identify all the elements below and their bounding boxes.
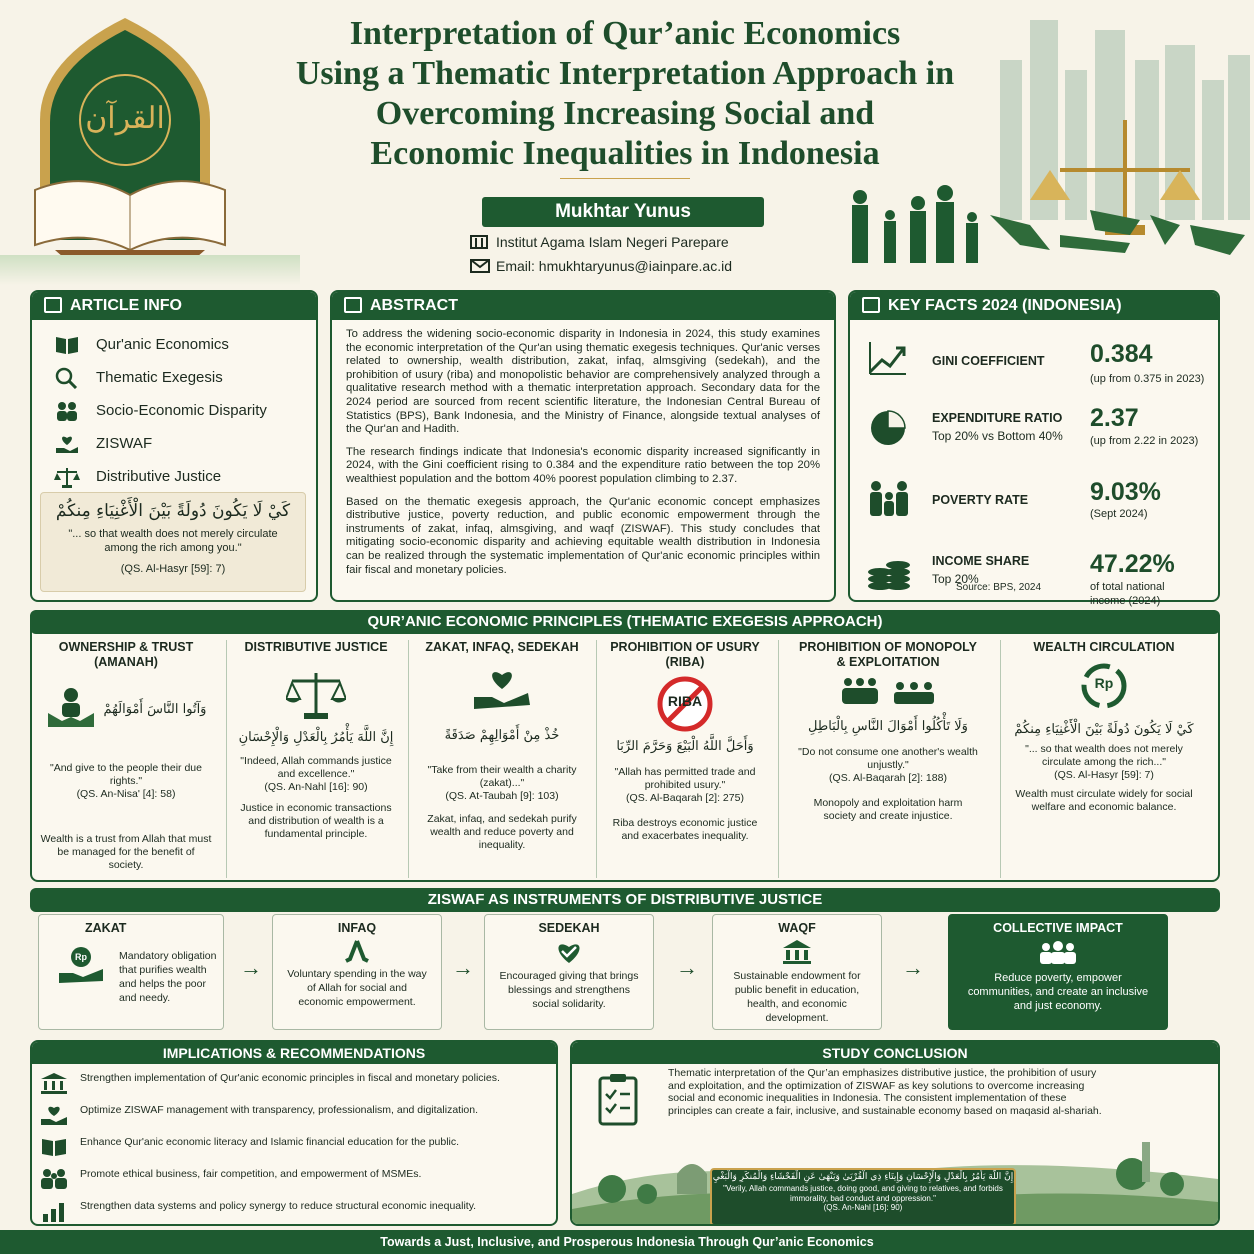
principle-quote: "Indeed, Allah commands justice and excellence."	[240, 755, 392, 780]
bar-chart-icon	[862, 297, 880, 313]
recommendation-item: Enhance Qur'anic economic literacy and Islamic financial education for the public.	[32, 1136, 556, 1168]
recommendation-item: Promote ethical business, fair competition, and empowerment of MSMEs.	[32, 1168, 556, 1200]
principle-quote: "Do not consume one another's wealth unjustly."	[798, 746, 978, 771]
principle-description: Justice in economic transactions and distribution of wealth is a fundamental principle.	[240, 802, 392, 840]
green-plant	[0, 255, 300, 285]
riba-badge-text: RIBA	[667, 693, 703, 709]
principle-reference: (QS. At-Taubah [9]: 103)	[445, 790, 559, 802]
author-email[interactable]: Email: hmukhtaryunus@iainpare.ac.id	[470, 258, 732, 274]
implications-panel	[30, 1040, 558, 1226]
principle-monopoly	[798, 640, 978, 880]
svg-text:القرآن: القرآن	[85, 101, 165, 136]
indonesia-map	[990, 205, 1250, 265]
principle-reference: (QS. Al-Hasyr [59]: 7)	[1054, 769, 1154, 781]
family-icon	[866, 478, 912, 518]
mail-icon	[470, 259, 488, 273]
principle-quote: "Take from their wealth a charity (zakat)..."	[427, 764, 577, 789]
principle-description: Wealth is a trust from Allah that must be managed for the benefit of society.	[40, 833, 212, 871]
ziswaf-infaq	[272, 914, 442, 1030]
key-fact-label: EXPENDITURE RATIO	[932, 411, 1063, 425]
ziswaf-title: ZISWAF AS INSTRUMENTS OF DISTRIBUTIVE JUSTICE	[30, 888, 1220, 912]
rp-badge-text: Rp	[75, 952, 87, 962]
ziswaf-sedekah	[484, 914, 654, 1030]
heart-check-icon	[553, 939, 585, 965]
no-riba-icon	[657, 676, 713, 732]
person-hands-icon	[46, 687, 96, 731]
recommendation-item: Optimize ZISWAF management with transparency, professionalism, and digitalization.	[32, 1104, 556, 1136]
principle-heading: ZAKAT, INFAQ, SEDEKAH	[425, 640, 579, 654]
principle-description: Riba destroys economic justice and exacerbates inequality.	[612, 817, 758, 842]
ziswaf-description: Mandatory obligation that purifies wealth and helps the poor and needy.	[119, 950, 217, 1004]
principle-arabic: خُذْ مِنْ أَمْوَالِهِمْ صَدَقَةً	[444, 728, 560, 743]
title-ornament	[560, 178, 690, 188]
conclusion-panel	[570, 1040, 1220, 1226]
principle-description: Zakat, infaq, and sedekah purify wealth and reduce poverty and inequality.	[427, 813, 577, 851]
key-fact-label: INCOME SHARE	[932, 554, 1030, 568]
key-fact-expenditure	[850, 398, 1220, 468]
keyword-item: Distributive Justice	[32, 460, 316, 493]
key-fact-sub: Top 20% vs Bottom 40%	[932, 429, 1063, 443]
principle-ownership	[40, 640, 212, 880]
principle-reference: (QS. Al-Baqarah [2]: 188)	[829, 772, 947, 784]
principle-heading: DISTRIBUTIVE JUSTICE	[244, 640, 388, 654]
abstract-title: ABSTRACT	[332, 292, 834, 320]
verse-english: "Verily, Allah commands justice, doing good, and giving to relatives, and forbids immorality, bad conduct and oppression."	[723, 1184, 1003, 1203]
verse-reference: (QS. An-Nahl [16]: 90)	[823, 1203, 903, 1212]
community-icon	[1038, 941, 1078, 965]
key-fact-poverty	[850, 468, 1220, 538]
conclusion-text: Thematic interpretation of the Qur’an emphasizes distributive justice, the prohibition of usury and exploitation, and the optimization of ZISWAF as key solutions to overcome increasing social and economic inequalities in Indonesia. The consistent implementation of these principles can create a fair, inclusive, and sustainable economy based on maqasid al-shariah.	[668, 1067, 1102, 1117]
document-icon	[44, 297, 62, 313]
bar-chart-icon	[40, 1200, 68, 1222]
principle-heading: PROHIBITION OF MONOPOLY & EXPLOITATION	[798, 640, 978, 669]
hand-heart-icon	[472, 667, 532, 711]
article-info-title: ARTICLE INFO	[32, 292, 316, 320]
book-icon	[40, 1136, 68, 1158]
abstract-paragraph: Based on the thematic exegesis approach, the Qur'anic economic concept emphasizes distributive justice, poverty reduction, and public economic empowerment through the instruments of zakat, infaq, almsgiving, and waqf (ZISWAF). This study concludes that mitigating socio-economic disparity and achieving equitable wealth distribution in Indonesia can be realized through the systematic implementation of Qur'anic economic principles within fair fiscal and monetary policies.	[346, 495, 820, 576]
ziswaf-description: Reduce poverty, empower communities, and create an inclusive and just economy.	[967, 972, 1149, 1012]
key-fact-value: 47.22%	[1090, 550, 1175, 578]
hand-heart-icon	[54, 433, 80, 455]
quote-arabic: كَيْ لَا يَكُونَ دُولَةً بَيْنَ الْأَغْنِيَاءِ مِنكُمْ	[55, 501, 291, 521]
principle-distributive-justice	[236, 640, 396, 880]
institution: Institut Agama Islam Negeri Parepare	[470, 234, 729, 250]
abstract-panel	[330, 290, 836, 602]
implications-title: IMPLICATIONS & RECOMMENDATIONS	[32, 1042, 556, 1064]
ziswaf-zakat	[38, 914, 224, 1030]
key-fact-value: 2.37	[1090, 404, 1139, 432]
open-book-icon	[344, 297, 362, 313]
book-icon	[54, 334, 80, 356]
rp-badge-text: Rp	[1094, 675, 1114, 691]
quote-reference: (QS. Al-Hasyr [59]: 7)	[120, 563, 226, 575]
principle-wealth-circulation	[1014, 640, 1194, 880]
trend-up-icon	[868, 340, 908, 376]
key-fact-income-share	[850, 538, 1220, 608]
key-facts-panel	[848, 290, 1220, 607]
rp-hand-icon	[57, 945, 105, 985]
principle-quote: "And give to the people their due rights."	[49, 762, 202, 787]
principle-description: Wealth must circulate widely for social welfare and economic balance.	[1015, 788, 1193, 813]
hand-heart-icon	[40, 1104, 68, 1126]
key-fact-note: (up from 2.22 in 2023)	[1090, 435, 1199, 447]
institution-icon	[40, 1072, 68, 1094]
keyword-item: ZISWAF	[32, 427, 316, 460]
principle-quote: "... so that wealth does not merely circulate among the rich..."	[1025, 743, 1183, 768]
ziswaf-heading: ZAKAT	[85, 921, 127, 935]
praying-hands-icon	[342, 939, 372, 963]
arrow-right-icon: →	[902, 955, 924, 980]
key-fact-note: of total national income (2024)	[1090, 581, 1165, 607]
search-icon	[54, 367, 80, 389]
principle-riba	[604, 640, 766, 880]
people-icon	[40, 1168, 68, 1190]
ziswaf-collective-impact	[948, 914, 1168, 1030]
principle-arabic: إِنَّ اللَّهَ يَأْمُرُ بِالْعَدْلِ وَالْإِحْسَانِ	[238, 730, 394, 745]
family-silhouette	[840, 185, 990, 265]
conclusion-title: STUDY CONCLUSION	[572, 1042, 1218, 1064]
verse-arabic: إِنَّ اللَّهَ يَأْمُرُ بِالْعَدْلِ وَالْإِحْسَانِ وَإِيتَاءِ ذِي الْقُرْبَىٰ وَيَنْهَىٰ عَنِ الْفَحْشَاءِ وَالْمُنكَرِ وَالْبَغْيِ	[712, 1172, 1014, 1182]
ziswaf-waqf	[712, 914, 882, 1030]
arrow-right-icon: →	[240, 955, 262, 980]
key-fact-value: 0.384	[1090, 340, 1153, 368]
footer-banner: Towards a Just, Inclusive, and Prosperous Indonesia Through Qur’anic Economics	[0, 1230, 1254, 1254]
people-icon	[54, 400, 80, 422]
principles-title: QUR’ANIC ECONOMIC PRINCIPLES (THEMATIC EXEGESIS APPROACH)	[30, 610, 1220, 634]
institution-icon	[470, 235, 488, 249]
abstract-paragraph: The research findings indicate that Indonesia's economic disparity increased significantly in 2024, with the Gini coefficient rising to 0.384 and the expenditure ratio between the top 20% wealthiest population and the bottom 40% poorest population climbing to 2.37.	[346, 445, 820, 485]
article-quote-box	[40, 492, 306, 592]
abstract-paragraph: To address the widening socio-economic disparity in Indonesia in 2024, this study examines the economic interpretation of the Qur'an using thematic exegesis techniques. Qur'anic verses related to ownership, wealth distribution, zakat, infaq, almsgiving (sedekah), and the prohibition of usury (riba) and monopolistic behavior are comprehensively analyzed through a qualitative research method with a thematic interpretation approach. Secondary data for the 2024 period are sourced from recent scientific literature, the Indonesian Central Bureau of Statistics (BPS), Bank Indonesia, and the Ministry of Finance, alongside textual analyses of the Qur'an and Hadith.	[346, 328, 820, 436]
ziswaf-heading: WAQF	[778, 921, 816, 935]
arrow-right-icon: →	[676, 955, 698, 980]
recommendation-item: Strengthen data systems and policy synergy to reduce structural economic inequality.	[32, 1200, 556, 1232]
principle-arabic: كَيْ لَا يَكُونَ دُولَةً بَيْنَ الْأَغْنِيَاءِ مِنكُمْ	[1014, 722, 1194, 737]
principle-arabic: وَأَحَلَّ اللَّهُ الْبَيْعَ وَحَرَّمَ الرِّبَا	[616, 739, 754, 754]
principle-reference: (QS. An-Nisa' [4]: 58)	[76, 788, 176, 800]
key-fact-note: (Sept 2024)	[1090, 508, 1148, 520]
building-icon	[781, 939, 813, 965]
keyword-item: Qur'anic Economics	[32, 328, 316, 361]
principle-description: Monopoly and exploitation harm society and create injustice.	[813, 797, 963, 822]
principle-arabic: وَآتُوا النَّاسَ أَمْوَالَهُمْ	[103, 701, 207, 717]
quote-english: "... so that wealth does not merely circulate among the rich among you."	[68, 528, 278, 554]
ziswaf-heading: INFAQ	[337, 921, 377, 935]
circulation-icon	[1077, 659, 1131, 713]
key-fact-value: 9.03%	[1090, 478, 1161, 506]
principle-arabic: وَلَا تَأْكُلُوا أَمْوَالَ النَّاسِ بِالْبَاطِلِ	[808, 719, 968, 734]
pie-chart-icon	[868, 408, 908, 448]
key-fact-note: (up from 0.375 in 2023)	[1090, 373, 1205, 385]
coins-icon	[866, 552, 912, 592]
key-fact-label: POVERTY RATE	[932, 493, 1029, 507]
ziswaf-description: Sustainable endowment for public benefit in education, health, and economic development.	[733, 970, 861, 1024]
ziswaf-heading: SEDEKAH	[538, 921, 600, 935]
keyword-item: Thematic Exegesis	[32, 361, 316, 394]
key-facts-source: Source: BPS, 2024	[956, 582, 1042, 593]
principle-reference: (QS. Al-Baqarah [2]: 275)	[626, 792, 744, 804]
scale-icon	[286, 669, 346, 721]
poster-title: Interpretation of Qur’anic Economics Using a Thematic Interpretation Approach in Overcoming Increasing Social and Economic Inequalities in Indonesia	[295, 15, 955, 172]
key-fact-sub: Top 20%	[932, 572, 979, 586]
ziswaf-heading: COLLECTIVE IMPACT	[993, 921, 1123, 935]
key-fact-label: GINI COEFFICIENT	[932, 354, 1045, 368]
key-fact-gini	[850, 328, 1220, 398]
checklist-icon	[598, 1072, 638, 1126]
author-name: Mukhtar Yunus	[482, 197, 764, 227]
verse-plaque	[710, 1168, 1016, 1226]
scale-icon	[54, 466, 80, 488]
principle-heading: OWNERSHIP & TRUST (AMANAH)	[58, 640, 194, 669]
arrow-right-icon: →	[452, 955, 474, 980]
key-facts-title: KEY FACTS 2024 (INDONESIA)	[850, 292, 1218, 320]
recommendation-item: Strengthen implementation of Qur'anic economic principles in fiscal and monetary policies.	[32, 1072, 556, 1104]
principle-quote: "Allah has permitted trade and prohibited usury."	[614, 766, 756, 791]
principle-heading: PROHIBITION OF USURY (RIBA)	[610, 640, 760, 669]
principle-zakat	[420, 640, 584, 880]
ziswaf-description: Voluntary spending in the way of Allah for social and economic empowerment.	[287, 968, 427, 1008]
ziswaf-description: Encouraged giving that brings blessings and strengthens social solidarity.	[499, 970, 639, 1010]
groups-icon	[838, 676, 938, 706]
principle-reference: (QS. An-Nahl [16]: 90)	[264, 781, 368, 793]
principle-heading: WEALTH CIRCULATION	[1033, 640, 1175, 654]
keyword-item: Socio-Economic Disparity	[32, 394, 316, 427]
